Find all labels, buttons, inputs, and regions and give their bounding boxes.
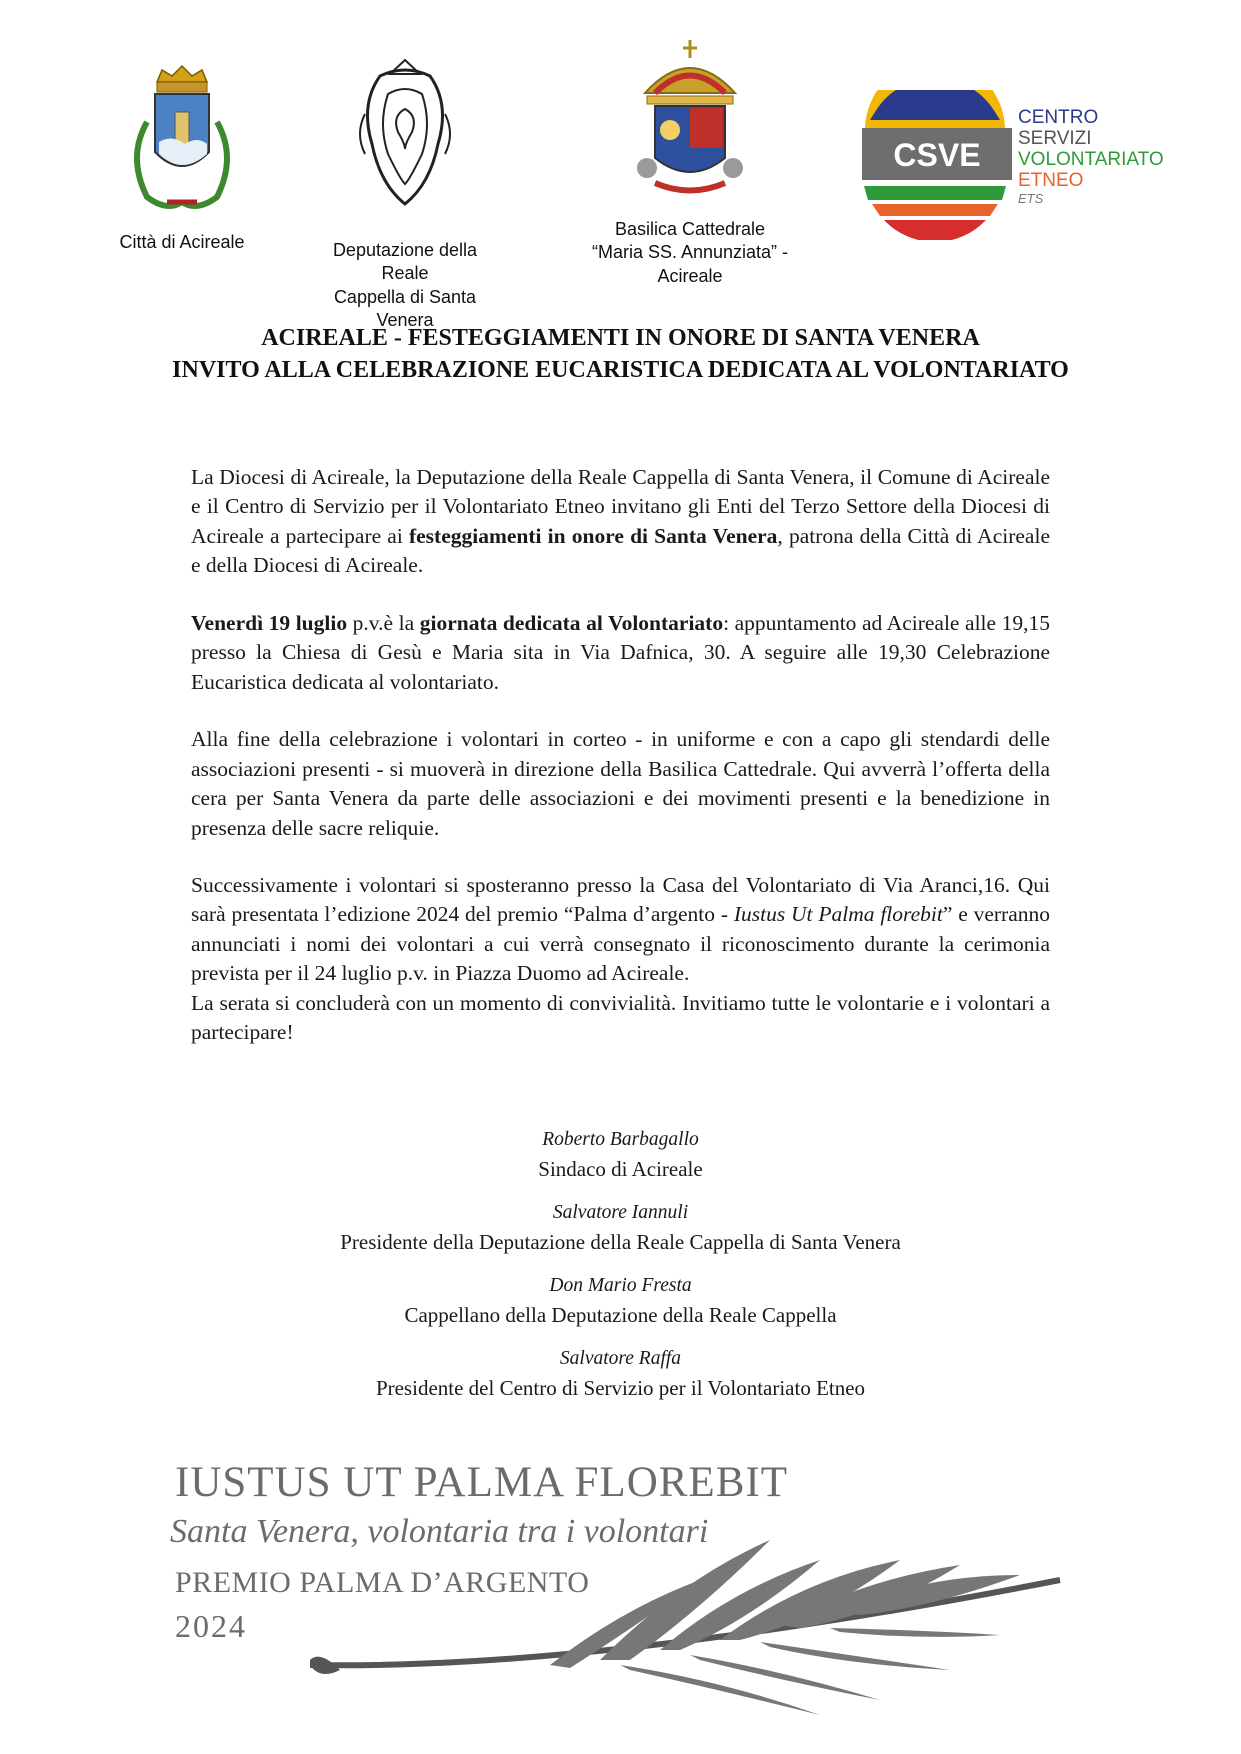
logo-csve [850, 90, 1180, 250]
paragraph-2 [191, 609, 1050, 697]
title-line-1: ACIREALE - FESTEGGIAMENTI IN ONORE DI SANTA VENERA [261, 325, 980, 351]
signature-1 [0, 1126, 1241, 1185]
signer-role: Sindaco di Acireale [538, 1157, 703, 1182]
caption-line: Deputazione della Reale [332, 240, 478, 284]
signer-name: Don Mario Fresta [549, 1275, 692, 1296]
csve-line: ETNEO [1018, 169, 1084, 191]
text: , patrona della Città di Acireale e della Diocesi di Acireale. [191, 523, 1050, 578]
signer-role: Presidente del Centro di Servizio per il Volontariato Etneo [375, 1376, 866, 1401]
logo-basilica [560, 38, 820, 288]
title-line-2: INVITO ALLA CELEBRAZIONE EUCARISTICA DEDICATA AL VOLONTARIATO [172, 357, 1069, 384]
csve-line: VOLONTARIATO [1018, 148, 1164, 170]
logo-caption [315, 239, 495, 333]
logo-caption [112, 231, 252, 254]
bold-text: Venerdì 19 luglio [191, 610, 348, 635]
signer-role: Presidente della Deputazione della Reale Cappella di Santa Venera [340, 1230, 901, 1255]
caption-line: Cappella di Santa Venera [333, 286, 477, 331]
text: Successivamente i volontari si sposteranno presso la Casa del Volontariato di Via Aranci,16. Qui sarà presentata l’edizione 2024 del premio “Palma d’argento - [191, 872, 1050, 927]
paragraph-5: La serata si concluderà con un momento di convivialità. Invitiamo tutte le volontarie e i volontari a partecipare! [191, 990, 1050, 1045]
signature-3 [0, 1272, 1241, 1331]
signature-2 [0, 1199, 1241, 1258]
italic-text: Iustus Ut Palma florebit [733, 902, 943, 927]
footer-year: 2024 [175, 1608, 247, 1644]
document-title [0, 322, 1241, 387]
deputazione-emblem-icon [350, 54, 460, 214]
signer-name: Salvatore Iannuli [552, 1202, 689, 1223]
csve-text: CSVE [893, 137, 981, 173]
caption-line: Città di Acireale [119, 232, 245, 252]
csve-line: ETS [1018, 190, 1044, 206]
text: La Diocesi di Acireale, la Deputazione della Reale Cappella di Santa Venera, il Comune di Acireale e il Centro di Servizio per il Volontariato Etneo invitano gli Enti del Terzo Settore della Diocesi di Acireale a partecipare ai [191, 465, 1050, 548]
signer-role: Cappellano della Deputazione della Reale Cappella [404, 1303, 837, 1328]
csve-line: CENTRO [1018, 107, 1099, 128]
signature-4 [0, 1345, 1241, 1404]
text: ” e verranno annunciati i nomi dei volontari a cui verrà consegnato il riconoscimento durante la cerimonia prevista per il 24 luglio p.v. in Piazza Duomo ad Acireale. [191, 902, 1051, 986]
logo-caption [560, 218, 820, 288]
acireale-coat-of-arms-icon [117, 62, 247, 222]
logo-citta-acireale [112, 62, 252, 254]
text: p.v.è la [347, 610, 420, 635]
signer-name: Roberto Barbagallo [542, 1129, 699, 1150]
basilica-coat-of-arms-icon [625, 38, 755, 213]
footer-prize: PREMIO PALMA D’ARGENTO [175, 1566, 590, 1599]
footer-subtitle: Santa Venera, volontaria tra i volontari [170, 1513, 709, 1550]
paragraph-1 [191, 463, 1050, 581]
bold-text: giornata dedicata al Volontariato [419, 610, 724, 635]
csve-wordmark [1018, 108, 1164, 206]
caption-line: Basilica Cattedrale [614, 219, 766, 239]
csve-line: SERVIZI [1018, 127, 1092, 149]
logo-deputazione [315, 54, 495, 333]
bold-text: festeggiamenti in onore di Santa Venera [408, 523, 778, 548]
paragraph-4 [191, 871, 1050, 989]
caption-line: “Maria SS. Annunziata” - Acireale [591, 242, 789, 286]
body-text [191, 463, 1050, 1048]
footer-title: IUSTUS UT PALMA FLOREBIT [175, 1459, 788, 1506]
signer-name: Salvatore Raffa [559, 1348, 682, 1369]
paragraph-3: Alla fine della celebrazione i volontari in corteo - in uniforme e con a capo gli stendardi delle associazioni presenti - si muoverà in direzione della Basilica Cattedrale. Qui avverrà l’offerta della cera per Santa Venera da parte delle associazioni e dei movimenti presenti e la benedizione in presenza delle sacre reliquie. [191, 727, 1050, 840]
csve-logo-icon [850, 90, 1020, 240]
text: : appuntamento ad Acireale alle 19,15 presso la Chiesa di Gesù e Maria sita in Via Dafnica, 30. A seguire alle 19,30 Celebrazione Eucaristica dedicata al volontariato. [191, 610, 1051, 694]
